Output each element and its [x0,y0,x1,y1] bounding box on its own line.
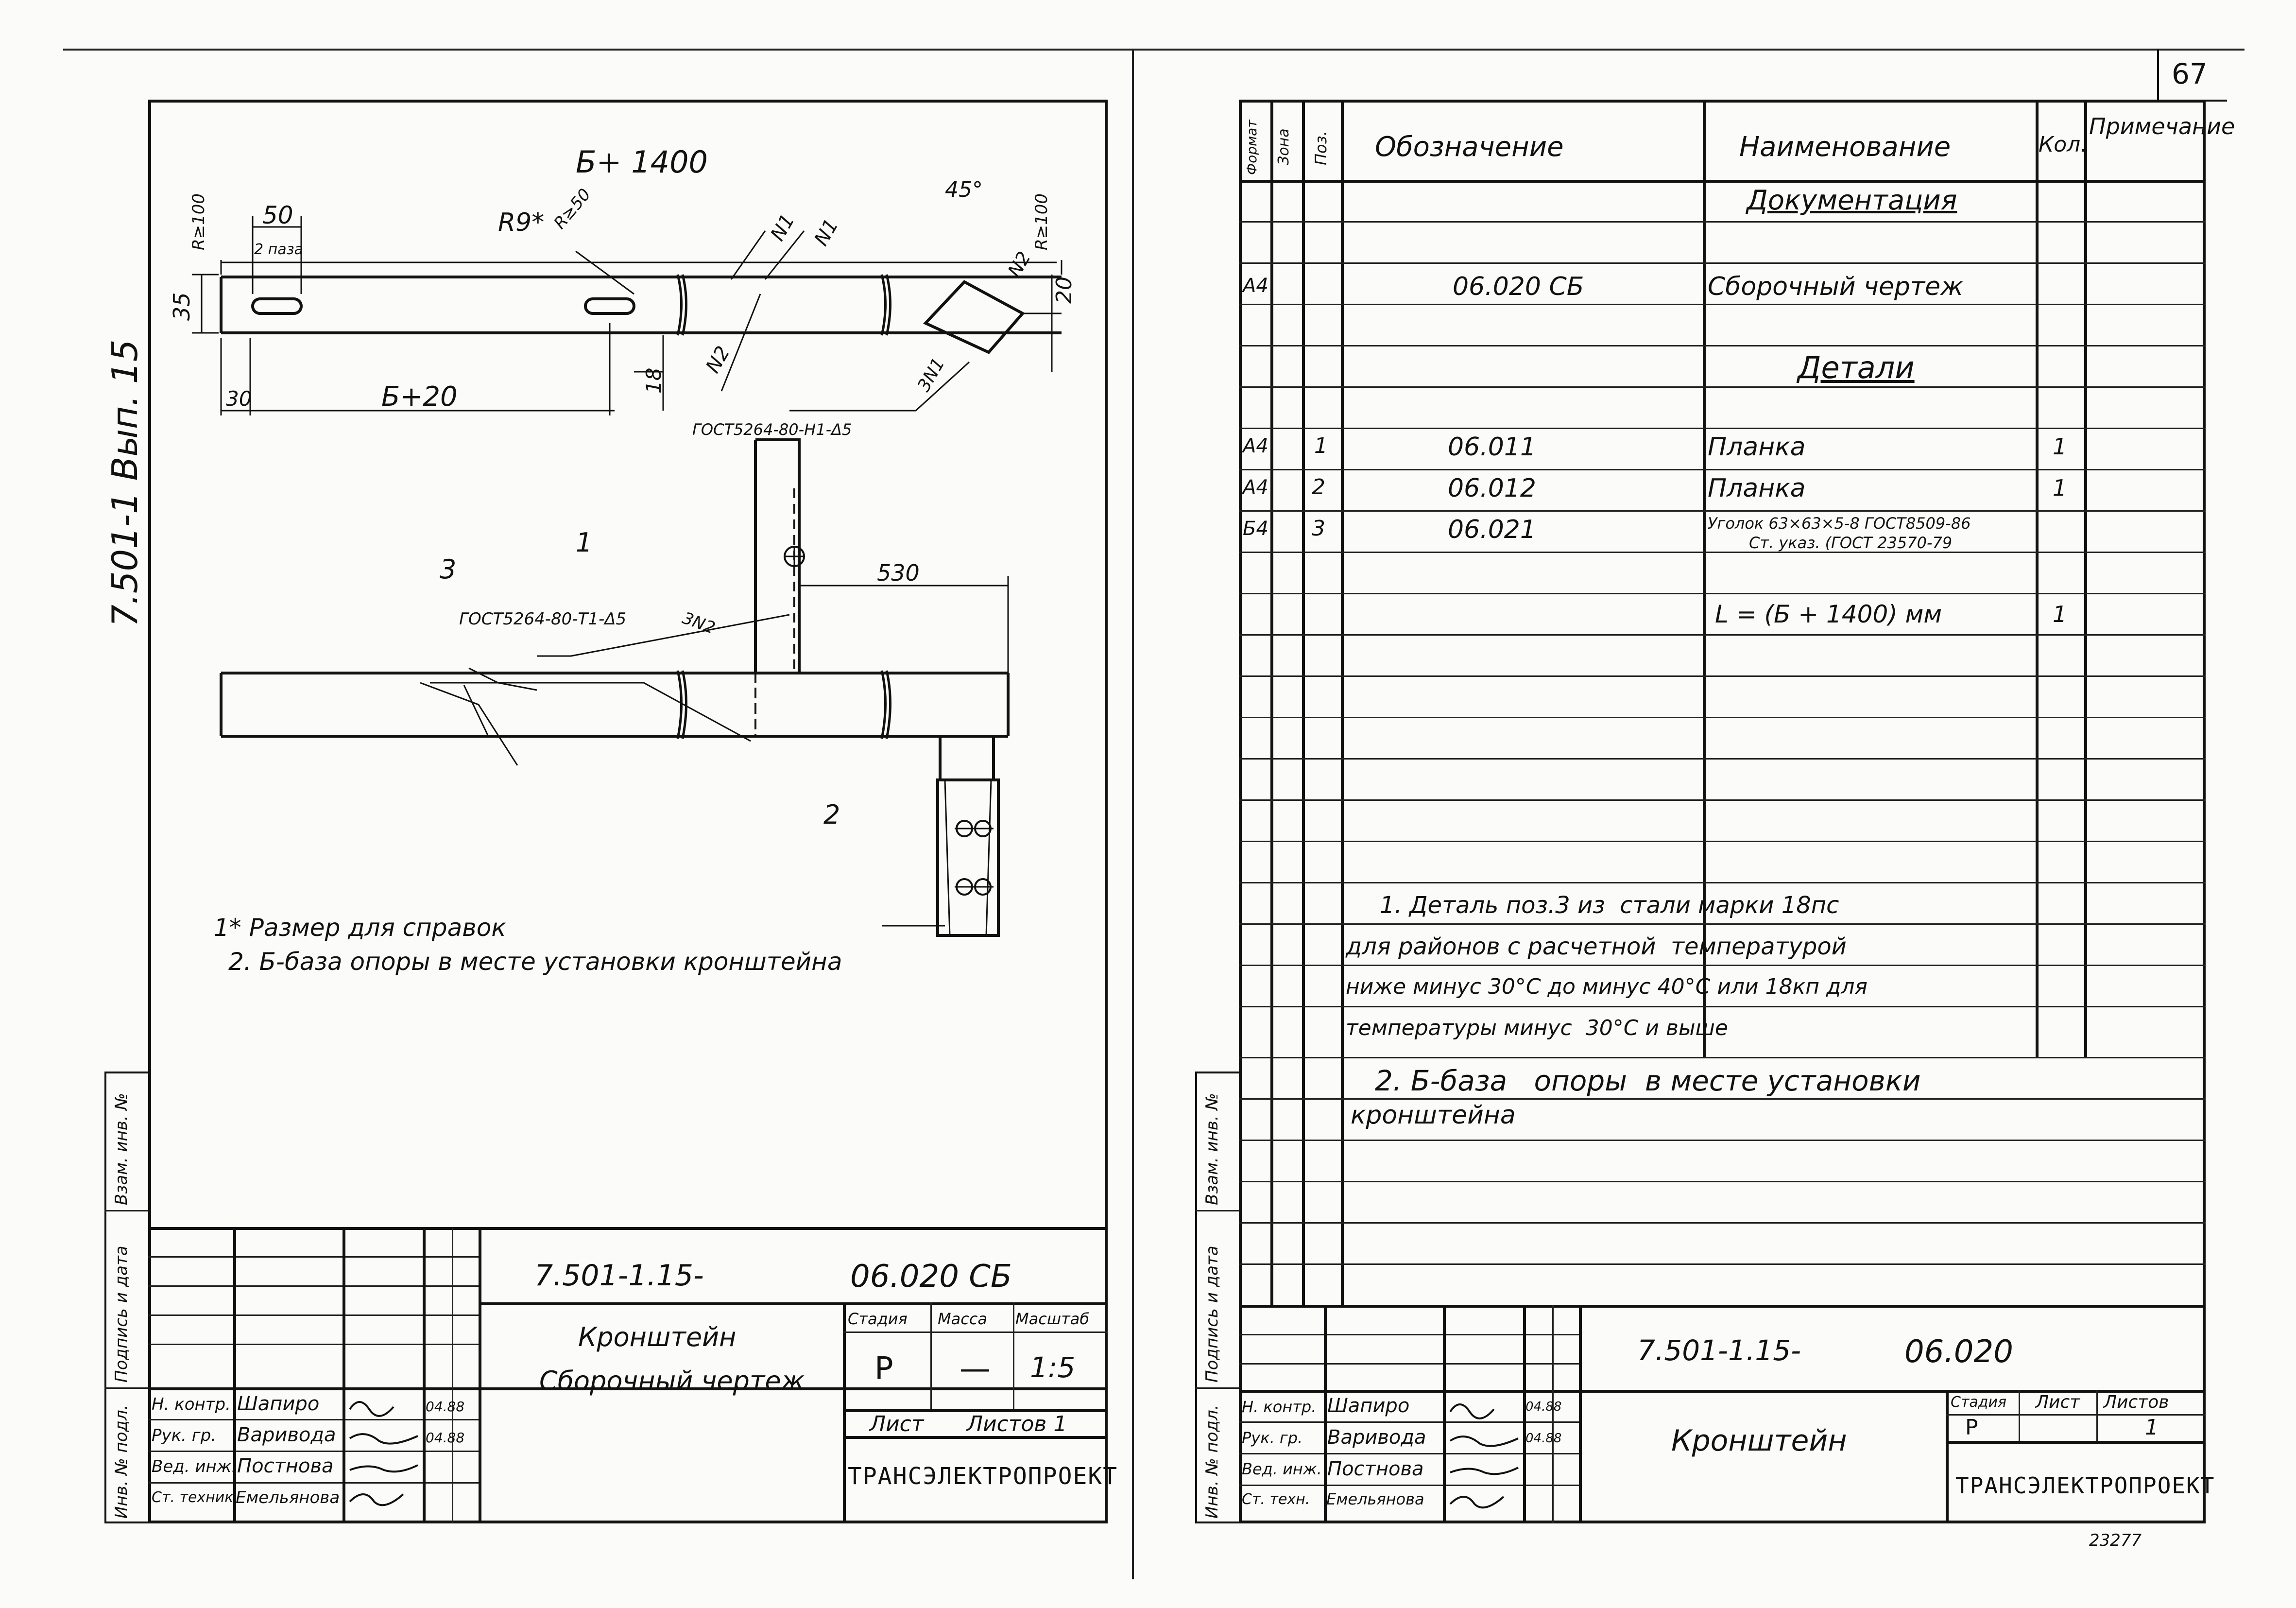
row-2-format: А4 [1243,435,1268,457]
dim-angle: 45° [945,177,983,202]
hdr-note: Примечание [2089,113,2235,139]
right-sheets-h: Листов [2104,1392,2169,1412]
right-note-4: температуры минус 30°С и выше [1346,1016,1728,1040]
right-note-5: 2. Б-база опоры в месте установки [1375,1064,1921,1097]
right-strip-sign: Подпись и дата [1202,1245,1222,1383]
row-1-designation: 06.020 СБ [1453,272,1584,301]
left-signer-3-name: Постнова [237,1455,334,1477]
right-strip-inv: Инв. № подл. [1202,1404,1222,1519]
dim-20: 20 [1052,277,1077,304]
left-mass-h: Масса [938,1310,988,1328]
weld-mid-gost: ГОСТ5264-80-Т1-Δ5 [459,609,627,629]
right-note-1: 1. Деталь поз.3 из стали марки 18пс [1380,892,1839,919]
left-signer-2-date: 04.88 [426,1430,465,1446]
right-stage-h: Стадия [1951,1394,2007,1411]
right-signatures [1445,1392,1523,1523]
right-signer-2-name: Варивода [1327,1426,1426,1449]
left-strip-replace: Взам. инв. № [112,1093,131,1205]
left-signer-4-name: Емельянова [236,1488,340,1507]
dim-r100-left: R≥100 [189,193,208,250]
row-2-qty: 1 [2053,433,2067,460]
pos-2: 2 [823,799,840,830]
right-signer-4-name: Емельянова [1326,1490,1424,1508]
right-signer-1-role: Н. контр. [1242,1398,1317,1416]
left-name-1: Кронштейн [578,1322,737,1352]
left-sheets-h: Листов 1 [967,1412,1067,1436]
bar-top-view [221,277,1062,333]
left-org: ТРАНСЭЛЕКТРОПРОЕКТ [848,1463,1118,1490]
right-org: ТРАНСЭЛЕКТРОПРОЕКТ [1955,1472,2215,1499]
row-5-qty: 1 [2053,601,2067,627]
dim-30: 30 [226,387,252,411]
hdr-designation: Обозначение [1375,131,1564,163]
dim-slots: 2 паза [254,241,303,258]
row-3-pos: 2 [1312,475,1325,500]
dim-slot-50: 50 [262,201,293,229]
row-4-name-2: Ст. указ. (ГОСТ 23570-79 [1749,534,1953,552]
hdr-format: Формат [1244,120,1260,175]
row-5-name: L = (Б + 1400) мм [1715,600,1942,628]
right-strip-replace: Взам. инв. № [1202,1093,1222,1205]
row-3-qty: 1 [2053,475,2067,501]
left-name-2: Сборочный чертеж [539,1366,805,1396]
row-3-designation: 06.012 [1448,474,1536,503]
left-stage-h: Стадия [848,1310,908,1328]
row-3-name: Планка [1708,474,1806,503]
left-note-2: 2. Б-база опоры в месте установки кронштейна [228,948,842,976]
left-scale-h: Масштаб [1015,1310,1090,1328]
row-1-name: Сборочный чертеж [1708,272,1963,301]
left-note-1: 1* Размер для справок [214,914,506,942]
right-signer-2-role: Рук. гр. [1242,1429,1303,1447]
break-lines-top [678,275,891,335]
left-signer-1-name: Шапиро [237,1393,320,1415]
left-signer-1-role: Н. контр. [152,1395,231,1414]
left-sheet-h: Лист [870,1412,924,1436]
pos-3: 3 [440,554,457,585]
plate-end [925,282,1023,352]
dim-top-length: Б+ 1400 [576,144,708,180]
right-signer-3-name: Постнова [1327,1458,1424,1480]
right-note-3: ниже минус 30°С до минус 40°С или 18кп для [1346,974,1868,999]
doc-number: 23277 [2089,1531,2142,1550]
right-signer-2-date: 04.88 [1525,1431,1562,1446]
right-code: 7.501-1.15- [1637,1334,1801,1367]
right-sheets: 1 [2145,1415,2159,1440]
hdr-pos: Поз. [1312,131,1330,165]
weld-n1b: N1 [810,215,843,250]
right-name: Кронштейн [1671,1424,1847,1458]
left-scale: 1:5 [1030,1351,1076,1384]
pos-1: 1 [576,527,593,558]
dim-b20: Б+20 [381,381,458,413]
left-code: 7.501-1.15- [534,1259,704,1293]
weld-3n1: 3N1 [913,354,949,396]
right-signer-3-role: Вед. инж. [1242,1460,1322,1478]
row-2-pos: 1 [1314,433,1328,458]
left-mass: — [960,1351,991,1387]
right-signer-1-date: 04.88 [1525,1400,1562,1414]
section-docs: Документация [1747,185,1957,216]
right-note-2: для районов с расчетной температурой [1346,933,1847,960]
page-number: 67 [2172,57,2208,90]
hdr-zone: Зона [1275,128,1292,165]
dim-r9: R9* [498,208,545,237]
row-1-format: А4 [1243,275,1268,297]
hdr-name: Наименование [1739,131,1951,163]
weld-3n2: 3N2 [680,608,718,638]
right-signer-4-role: Ст. техн. [1242,1491,1310,1508]
left-designation: 06.020 СБ [850,1259,1012,1295]
right-stage: Р [1965,1415,1978,1440]
left-signatures [345,1390,423,1521]
hdr-qty: Кол. [2039,132,2088,157]
row-2-name: Планка [1708,432,1806,462]
dim-18: 18 [642,367,666,394]
section-parts: Детали [1798,350,1915,385]
left-side-label: 7.501-1 Вып. 15 [104,339,145,627]
row-4-pos: 3 [1312,516,1325,541]
sheet-divider [1132,49,1134,1579]
dim-r50: R≥50 [550,185,595,233]
left-strip-inv: Инв. № подл. [112,1404,131,1519]
weld-top-gost: ГОСТ5264-80-Н1-Δ5 [692,420,852,439]
row-2-designation: 06.011 [1448,432,1536,462]
left-signer-4-role: Ст. техник [152,1489,234,1506]
left-signer-2-role: Рук. гр. [152,1426,217,1445]
dim-r100-right: R≥100 [1032,193,1051,250]
left-strip-sign: Подпись и дата [112,1245,131,1383]
page-top-rule [63,49,2245,51]
right-sheet-frame [1239,100,2235,1523]
weld-n2a: N2 [702,342,735,377]
left-stage: Р [874,1351,893,1387]
row-3-format: А4 [1243,476,1268,499]
weld-n2b: N2 [1003,247,1035,281]
row-4-designation: 06.021 [1448,515,1536,544]
left-signer-2-name: Варивода [237,1424,336,1446]
weld-n1a: N1 [766,210,800,245]
right-designation: 06.020 [1904,1334,2013,1370]
dim-35: 35 [169,292,195,321]
left-signer-3-role: Вед. инж. [152,1457,237,1476]
dim-530: 530 [877,560,920,586]
right-sheet-h: Лист [2036,1392,2080,1412]
right-note-6: кронштейна [1351,1101,1516,1130]
row-4-format: Б4 [1243,518,1268,540]
right-signer-1-name: Шапиро [1327,1395,1410,1417]
row-4-name: Уголок 63×63×5-8 ГОСТ8509-86 [1708,514,1971,533]
left-signer-1-date: 04.88 [426,1399,465,1415]
